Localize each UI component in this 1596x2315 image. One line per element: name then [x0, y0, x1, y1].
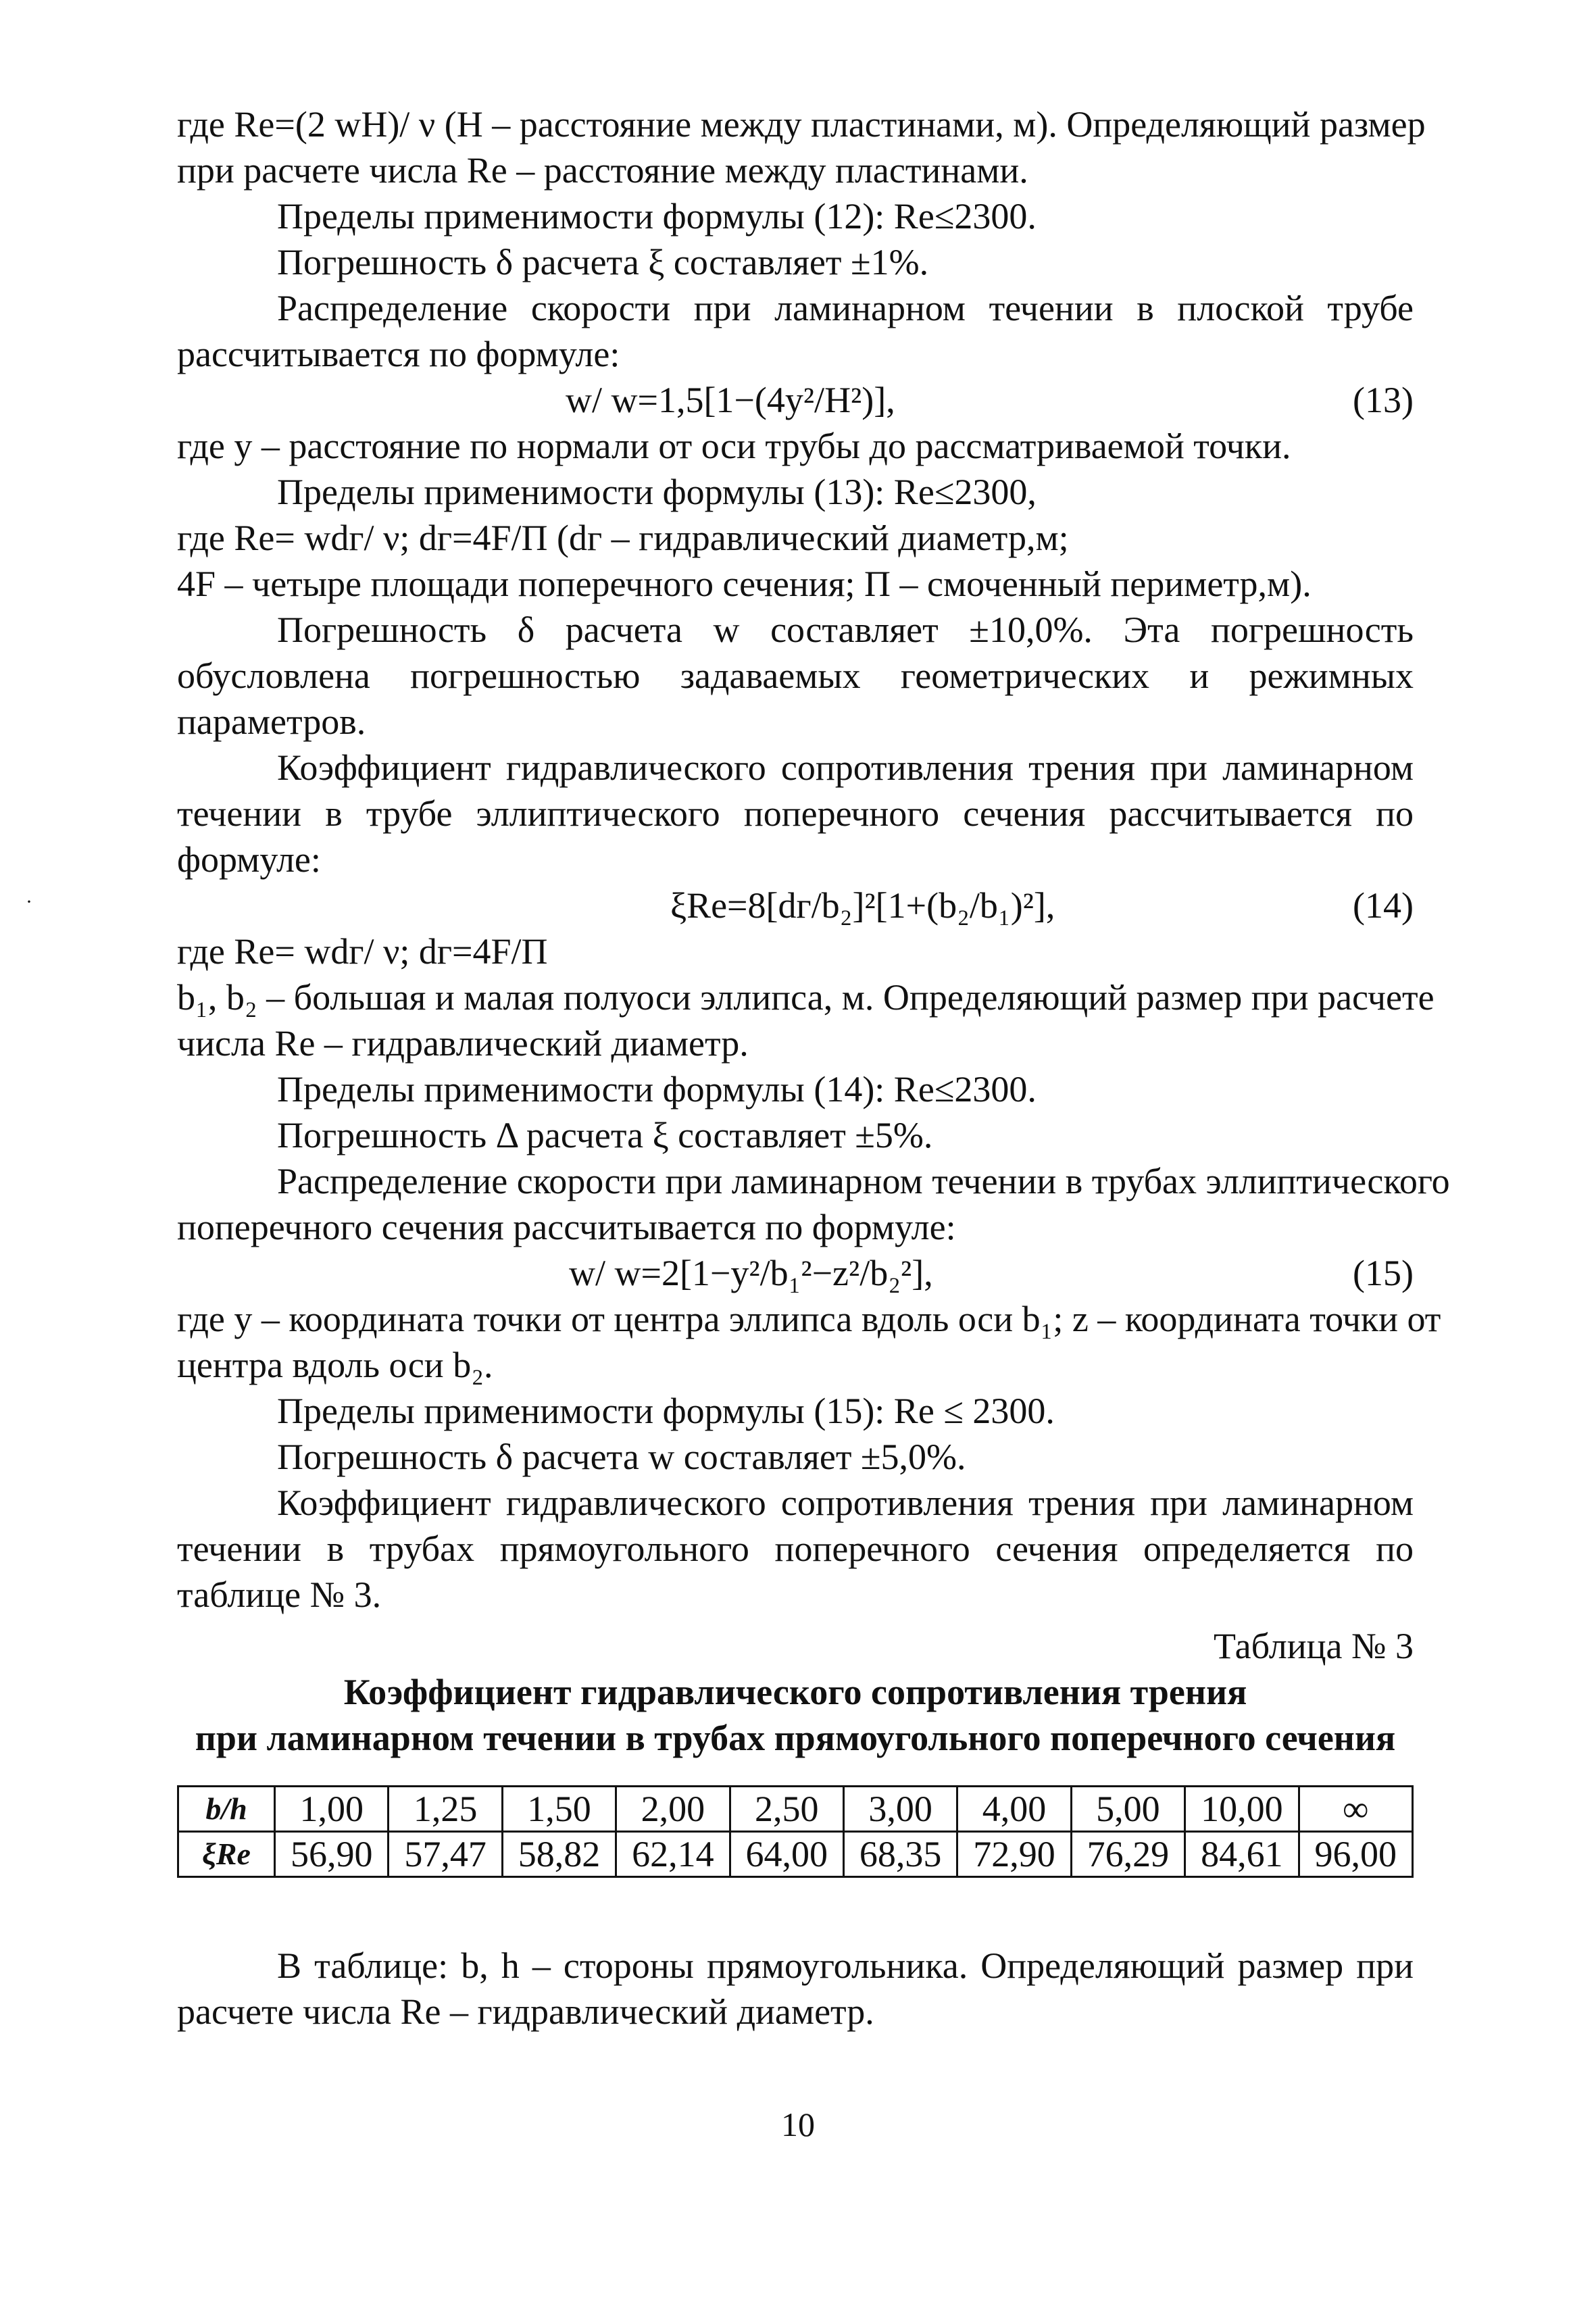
table-cell: 64,00: [730, 1832, 843, 1877]
table-cell: 58,82: [502, 1832, 616, 1877]
row-header: ξRe: [178, 1832, 275, 1877]
table-cell: 96,00: [1299, 1832, 1412, 1877]
text-line: обусловлена погрешностью задаваемых геометрических и режимных: [177, 655, 1414, 696]
table-cell: 62,14: [616, 1832, 730, 1877]
table-cell: 3,00: [843, 1787, 957, 1832]
text-line: Распределение скорости при ламинарном течении в плоской трубе: [277, 288, 1414, 328]
row-header: b/h: [178, 1787, 275, 1832]
text-line: центра вдоль оси b₂.: [177, 1345, 493, 1385]
text-line: В таблице: b, h – стороны прямоугольника. Определяющий размер при: [277, 1945, 1414, 1986]
table-cell: 57,47: [389, 1832, 502, 1877]
equation-14: [177, 882, 1414, 928]
table-cell: 2,50: [730, 1787, 843, 1832]
formula: w/ w=2[1−y²/b₁²−z²/b₂²],: [569, 1253, 933, 1293]
formula: w/ w=1,5[1−(4y²/H²)],: [566, 380, 895, 420]
text-line: Погрешность δ расчета w составляет ±10,0%. Эта погрешность: [277, 609, 1414, 650]
document-body: [177, 101, 1450, 2035]
equation-number: (13): [1353, 380, 1414, 420]
table-cell: 56,90: [275, 1832, 389, 1877]
equation-13: [177, 377, 1414, 423]
text-line: Коэффициент гидравлического сопротивления трения при ламинарном: [277, 747, 1414, 788]
text-line: где y – координата точки от центра эллипса вдоль оси b₁; z – координата точки от: [177, 1299, 1441, 1339]
page-number: 10: [781, 2106, 815, 2143]
text-line: Распределение скорости при ламинарном течении в трубах эллиптического: [277, 1161, 1450, 1201]
formula: ξRe=8[dг/b₂]²[1+(b₂/b₁)²],: [670, 885, 1055, 926]
table-title: при ламинарном течении в трубах прямоугольного поперечного сечения: [195, 1718, 1396, 1758]
table-cell: 4,00: [957, 1787, 1071, 1832]
text-line: где Re= wdг/ ν; dг=4F/П (dг – гидравлический диаметр,м;: [177, 518, 1069, 558]
text-line: Пределы применимости формулы (13): Re≤2300,: [277, 472, 1037, 512]
text-line: формуле:: [177, 839, 321, 880]
text-line: Погрешность Δ расчета ξ составляет ±5%.: [277, 1115, 933, 1155]
scan-dot: ·: [26, 891, 32, 913]
text-line: Погрешность δ расчета w составляет ±5,0%.: [277, 1437, 966, 1477]
text-line: Пределы применимости формулы (12): Re≤2300.: [277, 196, 1037, 237]
table-row: [178, 1787, 1413, 1832]
text-line: Погрешность δ расчета ξ составляет ±1%.: [277, 242, 929, 282]
text-line: течении в трубе эллиптического поперечного сечения рассчитывается по: [177, 793, 1414, 834]
text-line: таблице № 3.: [177, 1574, 382, 1615]
equation-number: (15): [1353, 1253, 1414, 1293]
table-cell: 10,00: [1185, 1787, 1299, 1832]
table-cell: ∞: [1299, 1787, 1412, 1832]
text-line: Коэффициент гидравлического сопротивления трения при ламинарном: [277, 1483, 1414, 1523]
table-cell: 1,25: [389, 1787, 502, 1832]
table-cell: 68,35: [843, 1832, 957, 1877]
text-line: где Re= wdг/ ν; dг=4F/П: [177, 931, 548, 972]
equation-number: (14): [1353, 885, 1414, 926]
table-cell: 76,29: [1071, 1832, 1184, 1877]
table-cell: 72,90: [957, 1832, 1071, 1877]
equation-15: [177, 1250, 1414, 1296]
table-cell: 2,00: [616, 1787, 730, 1832]
text-line: поперечного сечения рассчитывается по формуле:: [177, 1207, 956, 1247]
table-cell: 5,00: [1071, 1787, 1184, 1832]
text-line: рассчитывается по формуле:: [177, 334, 620, 374]
text-line: расчете числа Re – гидравлический диаметр.: [177, 1991, 874, 2032]
text-line: Пределы применимости формулы (14): Re≤2300.: [277, 1069, 1037, 1110]
text-line: где y – расстояние по нормали от оси трубы до рассматриваемой точки.: [177, 426, 1291, 466]
text-line: числа Re – гидравлический диаметр.: [177, 1023, 749, 1064]
text-line: b₁, b₂ – большая и малая полуоси эллипса, м. Определяющий размер при расчете: [177, 977, 1435, 1018]
table-number: Таблица № 3: [1214, 1626, 1414, 1666]
text-line: где Re=(2 wH)/ ν (H – расстояние между пластинами, м). Определяющий размер: [177, 104, 1426, 145]
text-line: 4F – четыре площади поперечного сечения; П – смоченный периметр,м).: [177, 564, 1312, 604]
table-cell: 84,61: [1185, 1832, 1299, 1877]
text-line: параметров.: [177, 701, 366, 742]
table-title: Коэффициент гидравлического сопротивления трения: [343, 1672, 1247, 1712]
table-cell: 1,00: [275, 1787, 389, 1832]
friction-table: [177, 1785, 1414, 1878]
text-line: при расчете числа Re – расстояние между пластинами.: [177, 150, 1028, 191]
table-cell: 1,50: [502, 1787, 616, 1832]
table-row: [178, 1832, 1413, 1877]
text-line: Пределы применимости формулы (15): Re ≤ 2300.: [277, 1391, 1055, 1431]
text-line: течении в трубах прямоугольного поперечного сечения определяется по: [177, 1528, 1414, 1569]
